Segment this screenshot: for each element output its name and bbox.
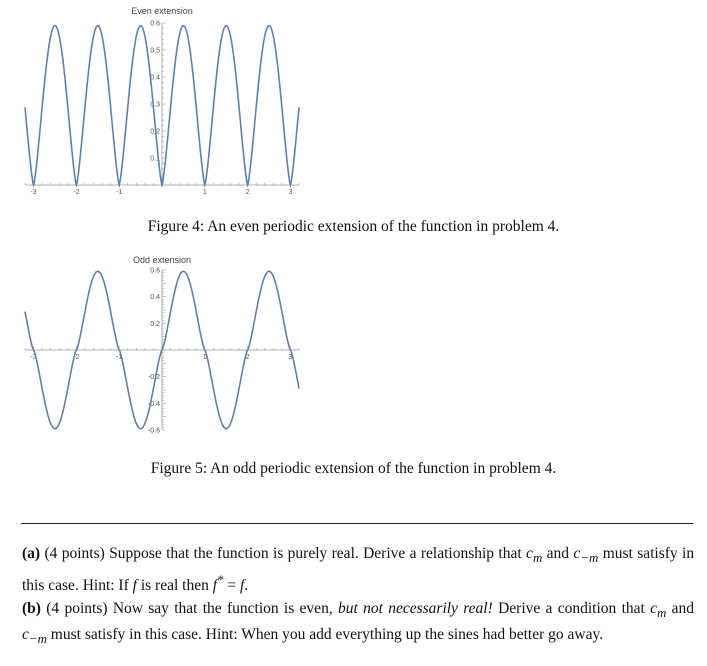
c-minus-m-symbol: $c_{-m}$ (22, 626, 47, 647)
x-tick-label: -2 (73, 189, 80, 196)
x-tick-label: 1 (202, 189, 207, 196)
x-tick-label: 2 (245, 189, 250, 196)
x-tick-label: 1 (202, 354, 207, 361)
and-word: and (546, 545, 570, 562)
and-word: and (671, 600, 695, 617)
chart-title: Odd extension (132, 255, 192, 265)
x-tick-label: -3 (30, 354, 37, 361)
problem-b-text-2: Derive a condition that (498, 600, 645, 617)
x-tick-label: 3 (288, 189, 293, 196)
x-tick-label: 3 (288, 354, 293, 361)
y-tick-label: 0.2 (150, 320, 160, 328)
y-tick-label: 0.4 (150, 74, 160, 82)
even-extension-chart (20, 0, 310, 205)
y-tick-label: 0.2 (150, 128, 160, 136)
y-tick-label: -0.6 (147, 427, 160, 435)
y-tick-label: 0.4 (150, 294, 160, 302)
y-tick-label: 0.6 (150, 267, 160, 275)
problem-b (22, 598, 694, 650)
problem-b-points: (4 points) (46, 600, 108, 617)
x-tick-label: -2 (73, 354, 80, 361)
problem-a-hint: must satisfy in this case. Hint: If (22, 545, 695, 595)
problem-a-hint-2: is real then (140, 577, 209, 595)
y-tick-label: 0.5 (150, 47, 160, 55)
figure-4-caption: Figure 4: An even periodic extension of the function in problem 4. (147, 218, 560, 235)
y-tick-label: 0.3 (150, 101, 160, 109)
problem-b-hint: must satisfy in this case. Hint: When you add everything up the sines had better go away. (50, 626, 604, 644)
x-tick-label: -1 (116, 189, 123, 196)
c-m-symbol: $c_m$ (526, 545, 543, 566)
f-star-equation: f* = f (212, 572, 245, 595)
x-tick-label: -3 (30, 189, 37, 196)
c-minus-m-symbol: $c_{-m}$ (573, 545, 599, 566)
problem-b-label: (b) (22, 600, 41, 617)
x-tick-label: 2 (245, 354, 250, 361)
f-symbol: f (132, 577, 137, 595)
x-tick-label: -1 (116, 354, 123, 361)
chart-title: Even extension (131, 6, 193, 16)
problem-a-text: Suppose that the function is purely real. Derive a relationship that (109, 545, 522, 562)
y-tick-label: -0.2 (147, 374, 160, 382)
y-tick-label: -0.4 (147, 400, 160, 408)
problem-a: (a) (4 points) Suppose that the function is purely real. Derive a relationship that $c_m$ and $c_{-m}$ must satisfy in this case. Hint: If f is real then f* = f. (22, 545, 695, 595)
figure-5-caption: Figure 5: An odd periodic extension of the function in problem 4. (150, 460, 557, 477)
problem-a-label: (a) (22, 545, 41, 562)
odd-extension-chart (20, 250, 310, 440)
y-tick-label: 0.1 (150, 155, 160, 163)
section-divider (21, 523, 693, 524)
y-tick-label: 0.6 (150, 20, 160, 28)
c-m-symbol: $c_m$ (650, 600, 667, 621)
problem-b-emphasis: but not necessarily real! (338, 600, 493, 617)
problem-b-text: Now say that the function is even, (112, 600, 333, 617)
problem-a-points: (4 points) (44, 545, 105, 562)
